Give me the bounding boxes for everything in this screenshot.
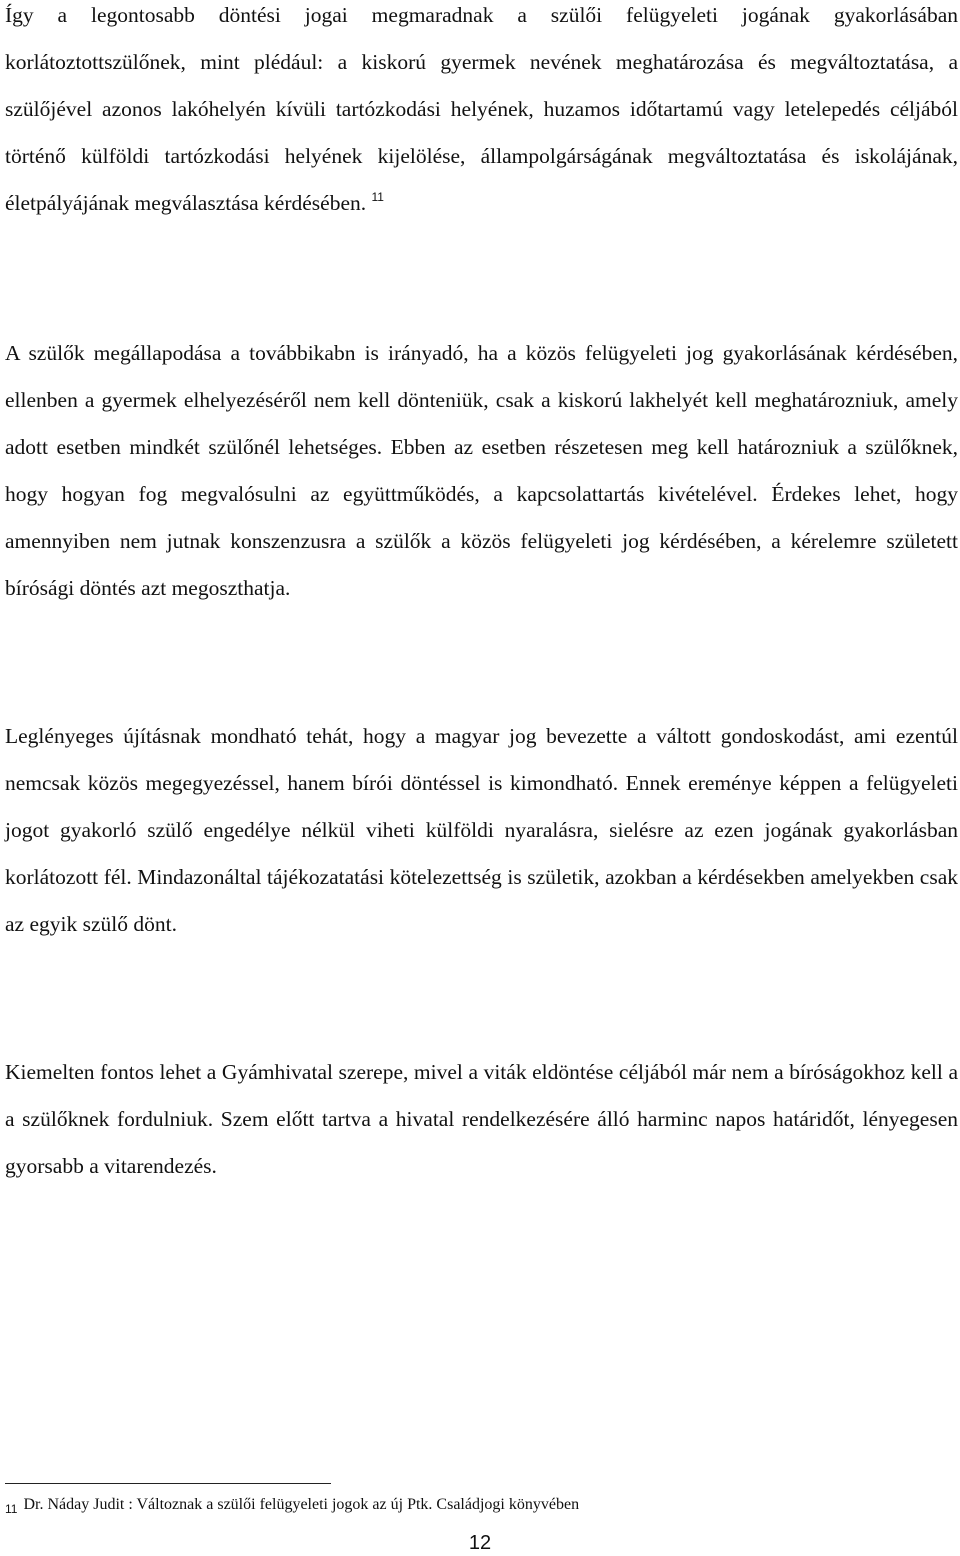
paragraph-1-text: Így a legontosabb döntési jogai megmaradnak a szülői felügyeleti jogának gyakorlásában korlátoztottszülőnek, mint plédául: a kiskorú gyermek nevének meghatározása és megváltoztatása, a szülőjével azonos lakóhelyén kívüli tartózkodási helyének, huzamos időtartamú vagy letelepedés céljából történő külföldi tartózkodási helyének kijelölése, állampolgárságának megváltoztatása és iskolájának, életpályájának megválasztása kérdésében. xyxy=(5,3,958,215)
footnote-number: 11 xyxy=(5,1502,18,1516)
footnote xyxy=(5,1494,579,1516)
paragraph-2: A szülők megállapodása a továbbikabn is irányadó, ha a közös felügyeleti jog gyakorlásának kérdésében, ellenben a gyermek elhelyezéséről nem kell dönteniük, csak a kiskorú lakhelyét kell meghatározniuk, amely adott esetben mindkét szülőnél lehetséges. Ebben az esetben részetesen meg kell határozniuk a szülőknek, hogy hogyan fog megvalósulni az együttműködés, a kapcsolattartás kivételével. Érdekes lehet, hogy amennyiben nem jutnak konszenzusra a szülők a közös felügyeleti jog kérdésében, a kérelemre született bírósági döntés azt megoszthatja. xyxy=(5,341,958,600)
paragraph-3: Leglényeges újításnak mondható tehát, hogy a magyar jog bevezette a váltott gondoskodást, ami ezentúl nemcsak közös megegyezéssel, hanem bírói döntéssel is kimondható. Ennek ereménye képpen a felügyeleti jogot gyakorló szülő engedélye nélkül viheti külföldi nyaralásra, sielésre az ezen jogának gyakorlásban korlátozott fél. Mindazonáltal tájékozatatási kötelezettség is születik, azokban a kérdésekben amelyekben csak az egyik szülő dönt. xyxy=(5,724,958,936)
footnote-reference: 11 xyxy=(371,190,384,204)
paragraph-4: Kiemelten fontos lehet a Gyámhivatal szerepe, mivel a viták eldöntése céljából már nem a bíróságokhoz kell a a szülőknek fordulniuk. Szem előtt tartva a hivatal rendelkezésére álló harminc napos határidőt, lényegesen gyorsabb a vitarendezés. xyxy=(5,1060,958,1178)
paragraph-1 xyxy=(5,0,958,227)
footnote-separator xyxy=(5,1483,331,1484)
footnote-text: Dr. Náday Judit : Változnak a szülői felügyeleti jogok az új Ptk. Családjogi könyvében xyxy=(23,1496,580,1513)
page-number: 12 xyxy=(468,1532,492,1554)
